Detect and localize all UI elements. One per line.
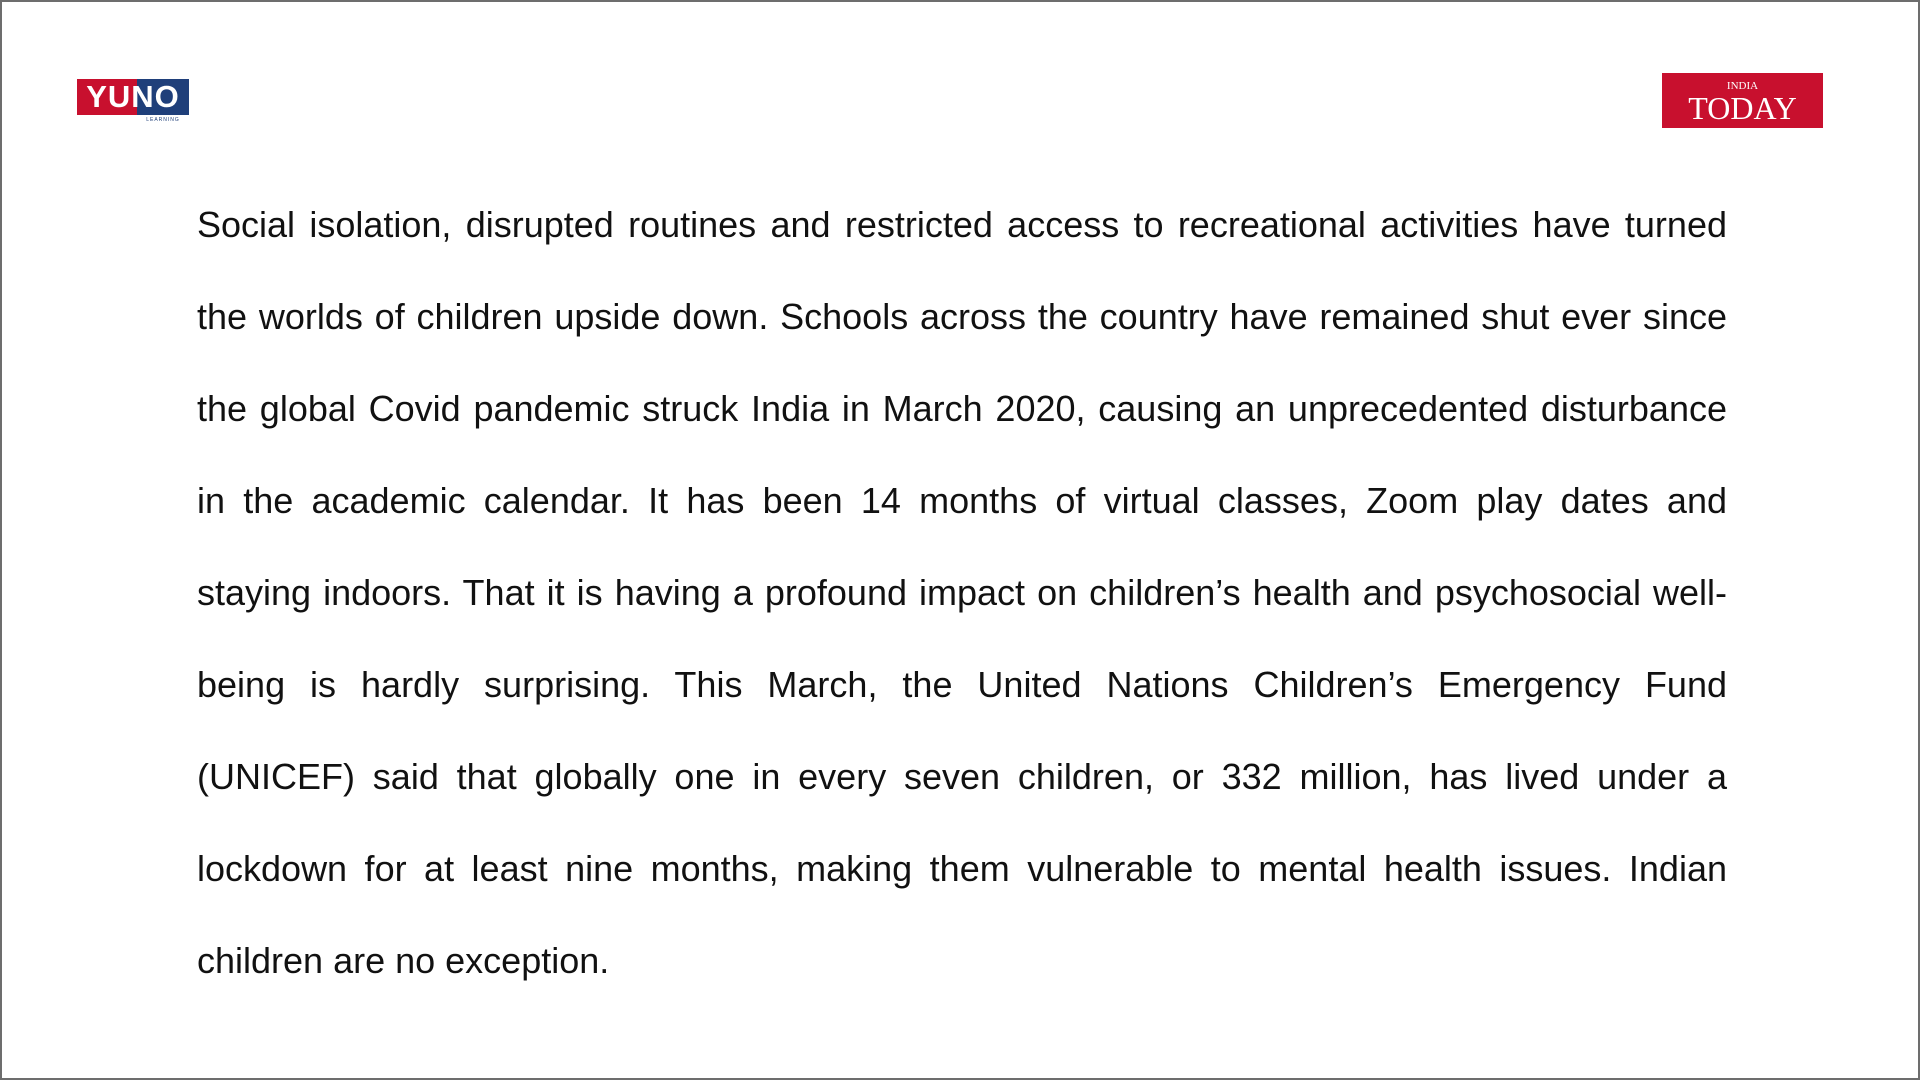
yuno-learning-logo: [77, 75, 192, 127]
yuno-logo-text: YUNO: [86, 79, 180, 114]
india-today-kicker: INDIA: [1726, 80, 1759, 92]
article-paragraph: Social isolation, disrupted routines and restricted access to recreational activities have turned the worlds of children upside down. Schools across the country have remained shut ever since the global Covid pandemic struck India in March 2020, causing an unprecedented disturbance in the academic calendar. It has been 14 months of virtual classes, Zoom play dates and staying indoors. That it is having a profound impact on children’s health and psychosocial well-being is hardly surprising. This March, the United Nations Children’s Emergency Fund (UNICEF) said that globally one in every seven children, or 332 million, has lived under a lockdown for at least nine months, making them vulnerable to mental health issues. Indian children are no exception.: [197, 204, 1727, 981]
india-today-wordmark: TODAY: [1688, 90, 1797, 126]
yuno-logo-subtext: LEARNING: [146, 117, 180, 123]
india-today-logo: [1662, 73, 1823, 128]
